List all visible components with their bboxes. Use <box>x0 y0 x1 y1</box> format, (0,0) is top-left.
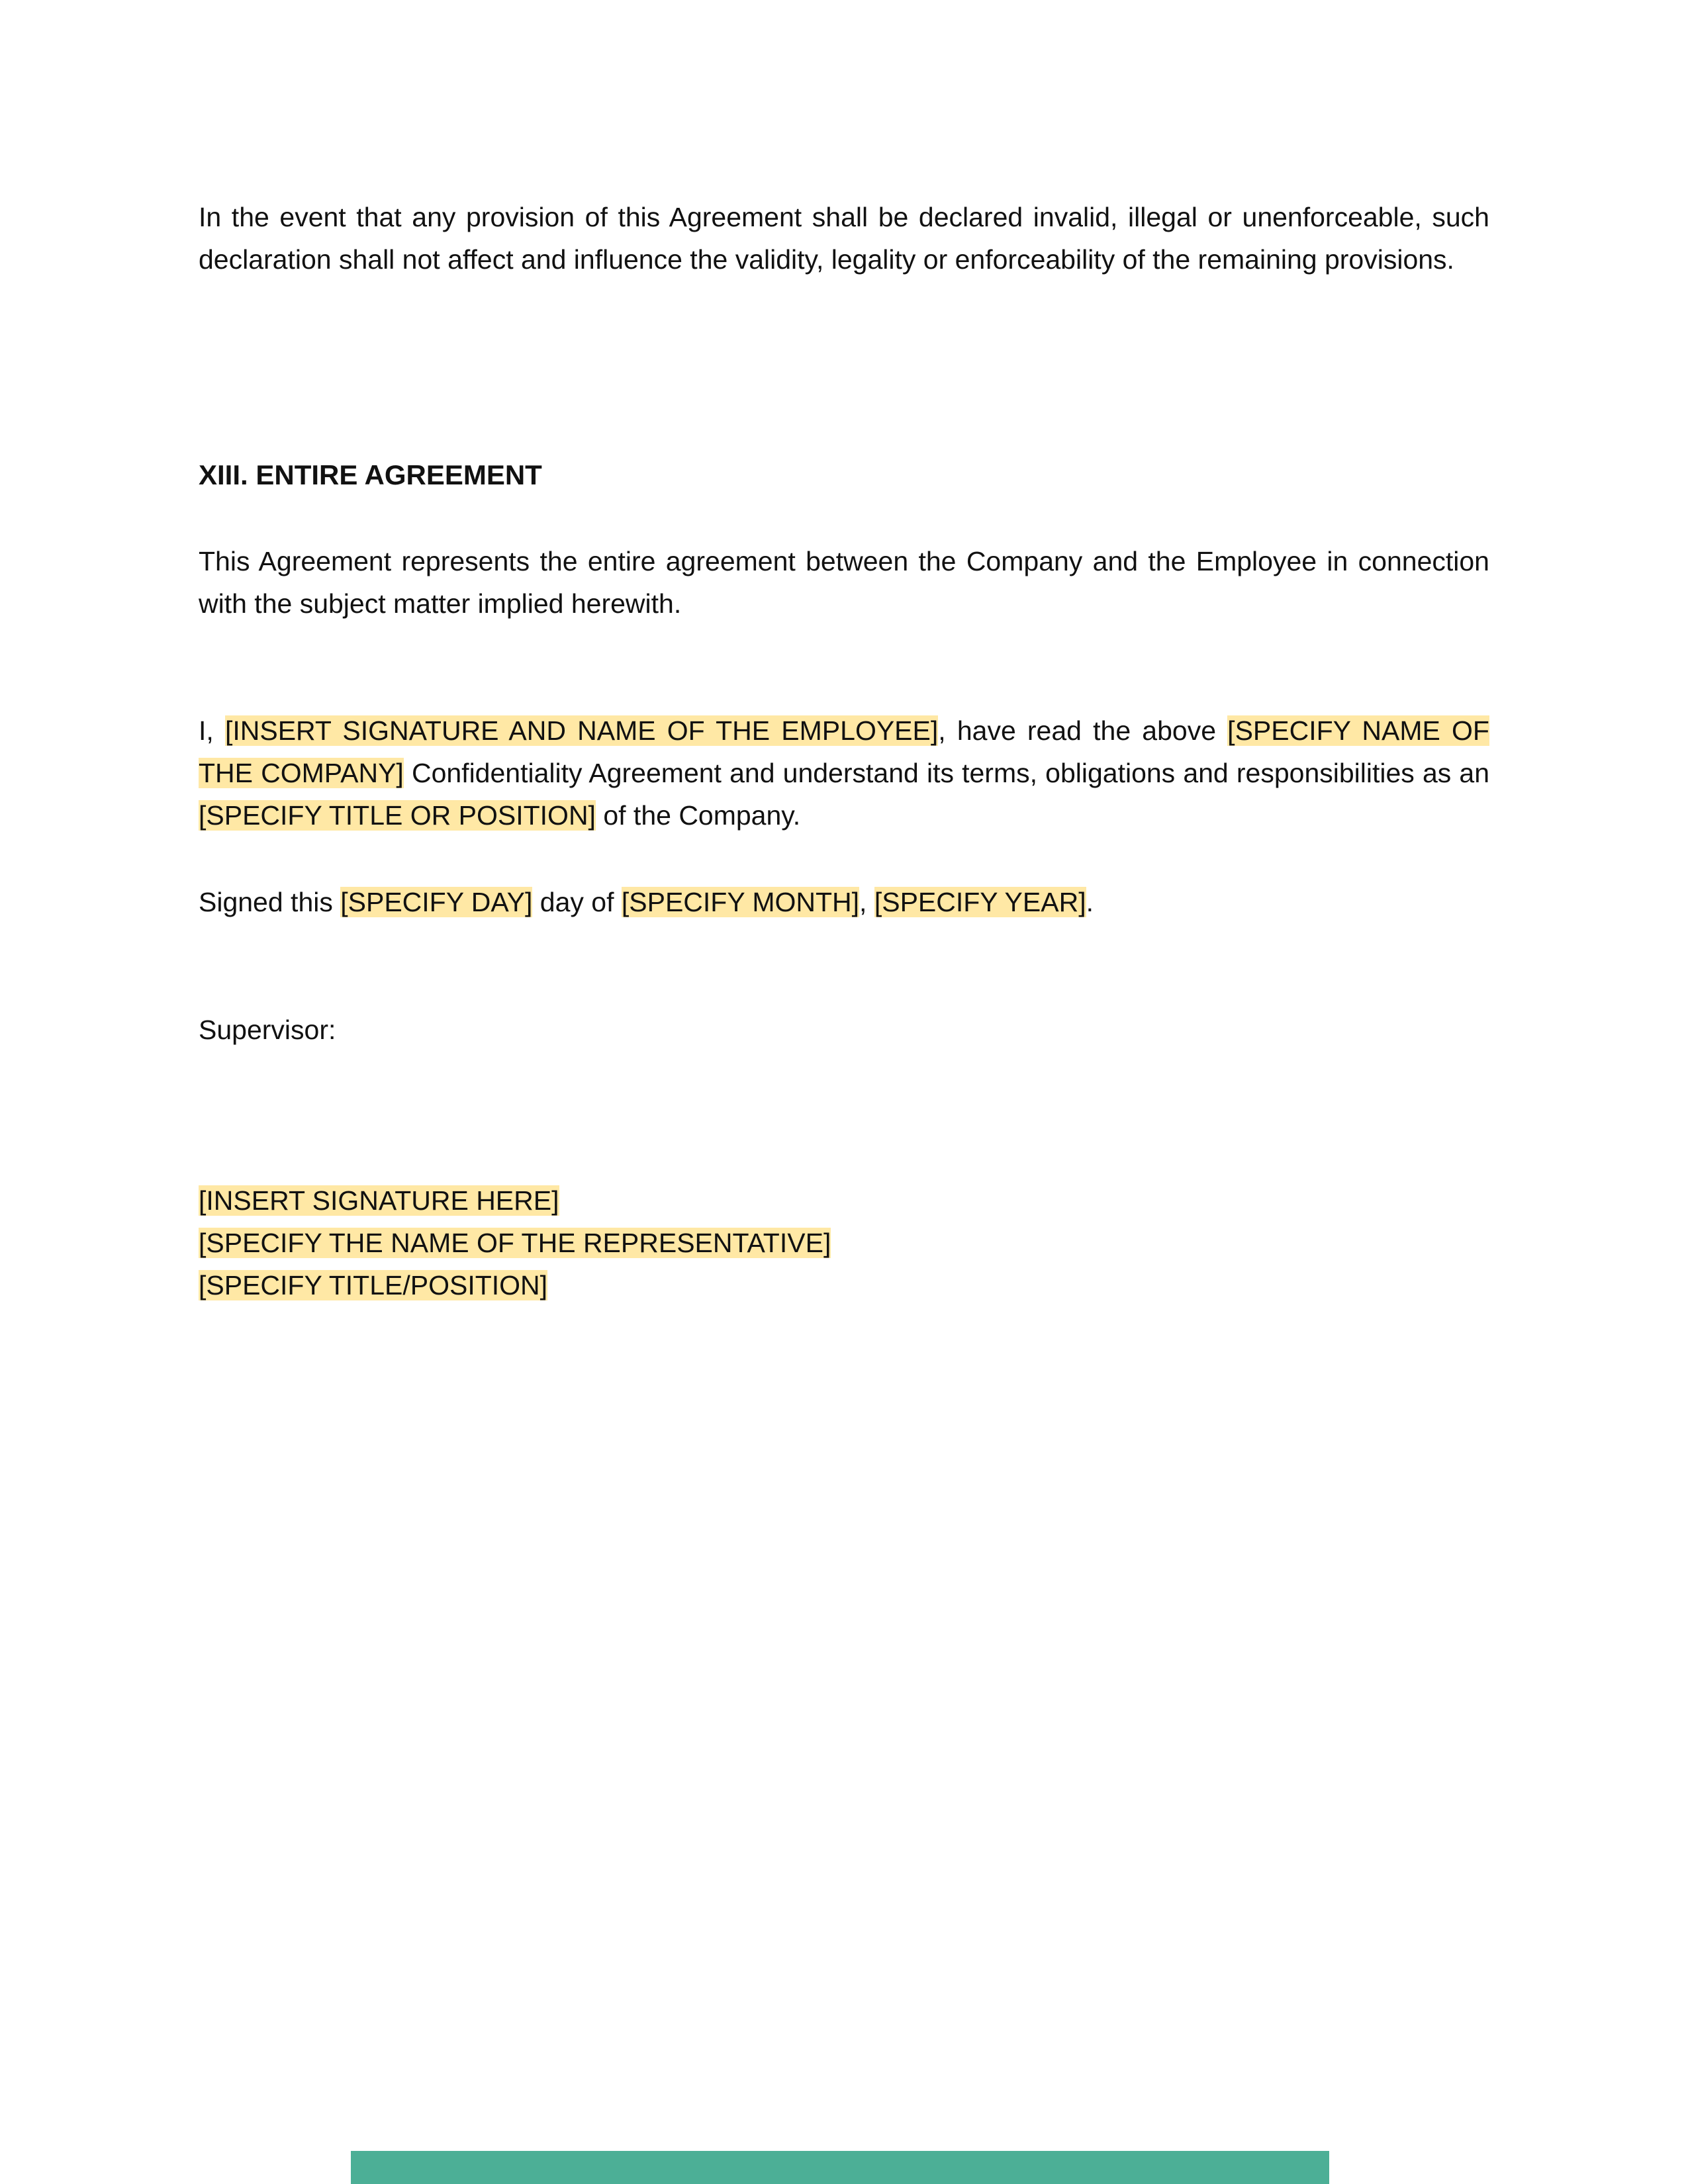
signed-text-2: day of <box>532 887 622 917</box>
supervisor-signature-block <box>199 1179 1489 1306</box>
company-placeholder[interactable]: [SPECIFY NAME OF THE COMPANY] <box>199 715 1489 788</box>
ack-text-2: , have read the above <box>938 715 1228 746</box>
signed-prefix: Signed this <box>199 887 341 917</box>
severability-paragraph: In the event that any provision of this Agreement shall be declared invalid, illegal or unenforceable, such declaration shall not affect and influence the validity, legality or enforceability of the remaining provisions. <box>199 202 1489 275</box>
signed-suffix: . <box>1086 887 1094 917</box>
section-heading-entire-agreement: XIII. ENTIRE AGREEMENT <box>199 459 542 490</box>
ack-text-3: Confidentiality Agreement and understand its terms, obligations and responsibilities as an <box>403 758 1489 788</box>
document-page <box>199 0 1489 2184</box>
employee-placeholder[interactable]: [INSERT SIGNATURE AND NAME OF THE EMPLOYEE] <box>224 715 939 746</box>
signed-text-3: , <box>859 887 874 917</box>
supervisor-label: Supervisor: <box>199 1015 336 1045</box>
signature-placeholder[interactable]: [INSERT SIGNATURE HERE] <box>199 1185 559 1216</box>
representative-name-placeholder[interactable]: [SPECIFY THE NAME OF THE REPRESENTATIVE] <box>199 1228 831 1258</box>
position-placeholder[interactable]: [SPECIFY TITLE OR POSITION] <box>199 800 596 831</box>
signed-date-line <box>199 881 1489 923</box>
month-placeholder[interactable]: [SPECIFY MONTH] <box>621 887 860 917</box>
entire-agreement-paragraph: This Agreement represents the entire agreement between the Company and the Employee in connection with the subject matter implied herewith. <box>199 546 1489 619</box>
representative-title-placeholder[interactable]: [SPECIFY TITLE/POSITION] <box>199 1270 548 1300</box>
ack-prefix: I, <box>199 715 225 746</box>
year-placeholder[interactable]: [SPECIFY YEAR] <box>874 887 1086 917</box>
day-placeholder[interactable]: [SPECIFY DAY] <box>340 887 533 917</box>
acknowledgement-paragraph <box>199 709 1489 837</box>
footer-bar <box>351 2151 1329 2184</box>
ack-suffix: of the Company. <box>595 800 801 831</box>
